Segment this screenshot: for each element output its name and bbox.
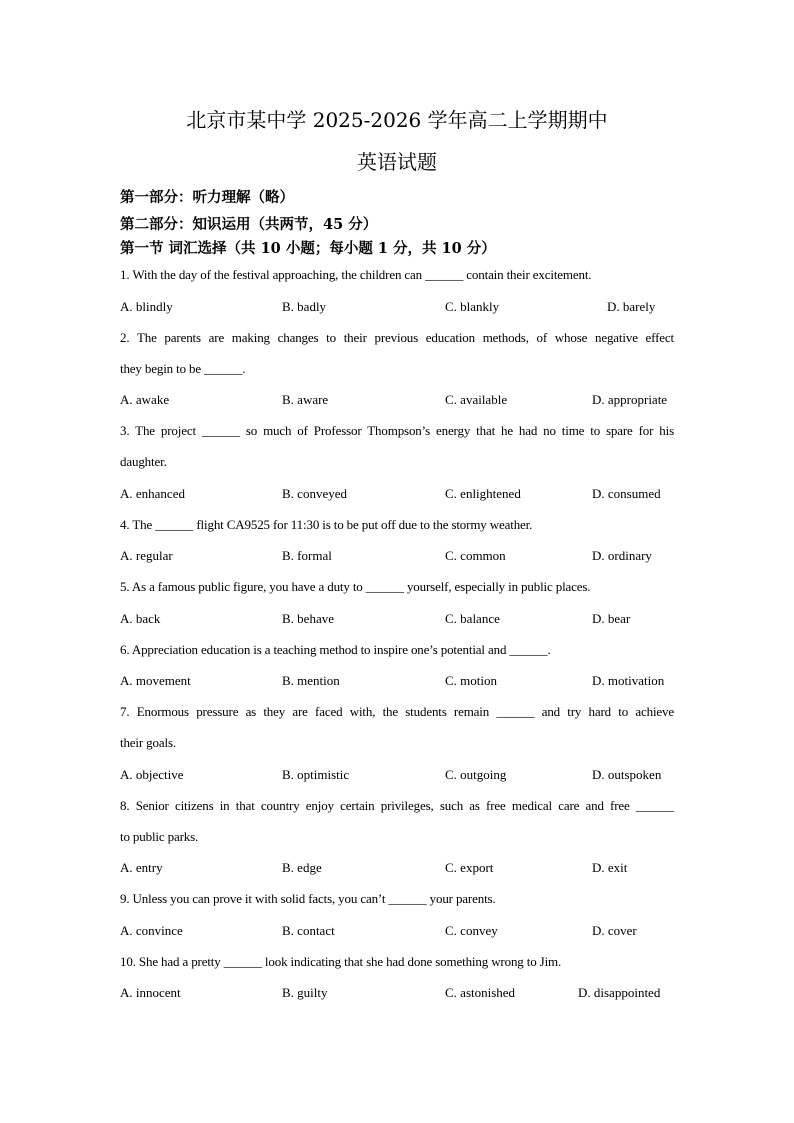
option-c: C. astonished — [445, 985, 516, 1000]
option-b: B. badly — [282, 299, 327, 314]
option-b: B. contact — [282, 923, 335, 938]
question-4 — [120, 509, 674, 540]
question-text: 7. Enormous pressure as they are faced with, the students remain ______ and try hard to achieve — [120, 704, 674, 719]
option-a: A. innocent — [120, 985, 181, 1000]
question-7 — [120, 696, 674, 758]
option-a: A. back — [120, 611, 161, 626]
question-text-continued: they begin to be ______. — [120, 361, 246, 376]
option-c: C. balance — [445, 611, 500, 626]
question-text: 5. As a famous public figure, you have a duty to ______ yourself, especially in public places. — [120, 579, 591, 594]
option-c: C. convey — [445, 923, 498, 938]
question-text: 9. Unless you can prove it with solid facts, you can’t ______ your parents. — [120, 891, 496, 906]
question-1 — [120, 259, 674, 290]
part1-heading: 第一部分：听力理解（略） — [120, 189, 294, 206]
exam-title: 北京市某中学 2025-2026 学年高二上学期期中 — [186, 108, 608, 132]
option-a: A. convince — [120, 923, 183, 938]
question-2 — [120, 322, 674, 384]
option-c: C. blankly — [445, 299, 500, 314]
option-a: A. awake — [120, 392, 170, 407]
question-text: 6. Appreciation education is a teaching method to inspire one’s potential and ______. — [120, 642, 551, 657]
option-c: C. enlightened — [445, 486, 521, 501]
option-b: B. formal — [282, 548, 332, 563]
option-d: D. outspoken — [592, 767, 662, 782]
option-c: C. export — [445, 860, 494, 875]
option-c: C. available — [445, 392, 508, 407]
option-b: B. optimistic — [282, 767, 350, 782]
option-d: D. motivation — [592, 673, 665, 688]
option-a: A. movement — [120, 673, 191, 688]
option-d: D. barely — [607, 299, 656, 314]
option-d: D. consumed — [592, 486, 661, 501]
question-5 — [120, 571, 674, 602]
question-text: 10. She had a pretty ______ look indicating that she had done something wrong to Jim. — [120, 954, 562, 969]
option-b: B. edge — [282, 860, 322, 875]
option-a: A. blindly — [120, 299, 173, 314]
option-d: D. disappointed — [578, 985, 661, 1000]
question-text: 8. Senior citizens in that country enjoy certain privileges, such as free medical care and free ______ — [120, 798, 674, 813]
option-d: D. ordinary — [592, 548, 652, 563]
question-10 — [120, 946, 674, 977]
option-b: B. behave — [282, 611, 334, 626]
option-b: B. conveyed — [282, 486, 347, 501]
option-d: D. exit — [592, 860, 628, 875]
option-c: C. outgoing — [445, 767, 507, 782]
section1-heading: 第一节 词汇选择（共 10 小题；每小题 1 分，共 10 分） — [120, 240, 496, 257]
option-a: A. regular — [120, 548, 173, 563]
question-3 — [120, 415, 674, 477]
option-d: D. bear — [592, 611, 631, 626]
question-text-continued: to public parks. — [120, 829, 199, 844]
option-d: D. appropriate — [592, 392, 668, 407]
question-text: 2. The parents are making changes to their previous education methods, of whose negative effect — [120, 330, 674, 345]
question-text: 1. With the day of the festival approaching, the children can ______ contain their excitement. — [120, 267, 592, 282]
question-6 — [120, 634, 674, 665]
question-text: 4. The ______ flight CA9525 for 11:30 is to be put off due to the stormy weather. — [120, 517, 533, 532]
option-c: C. motion — [445, 673, 498, 688]
question-8 — [120, 790, 674, 852]
question-text: 3. The project ______ so much of Professor Thompson’s energy that he had no time to spare for his — [120, 423, 674, 438]
question-9 — [120, 883, 674, 914]
part2-heading: 第二部分：知识运用（共两节，45 分） — [120, 216, 378, 233]
option-b: B. guilty — [282, 985, 328, 1000]
option-a: A. entry — [120, 860, 163, 875]
option-b: B. aware — [282, 392, 329, 407]
option-a: A. enhanced — [120, 486, 185, 501]
option-d: D. cover — [592, 923, 637, 938]
option-a: A. objective — [120, 767, 184, 782]
question-text-continued: daughter. — [120, 454, 167, 469]
option-b: B. mention — [282, 673, 340, 688]
exam-subtitle: 英语试题 — [357, 150, 437, 174]
option-c: C. common — [445, 548, 506, 563]
question-text-continued: their goals. — [120, 735, 176, 750]
